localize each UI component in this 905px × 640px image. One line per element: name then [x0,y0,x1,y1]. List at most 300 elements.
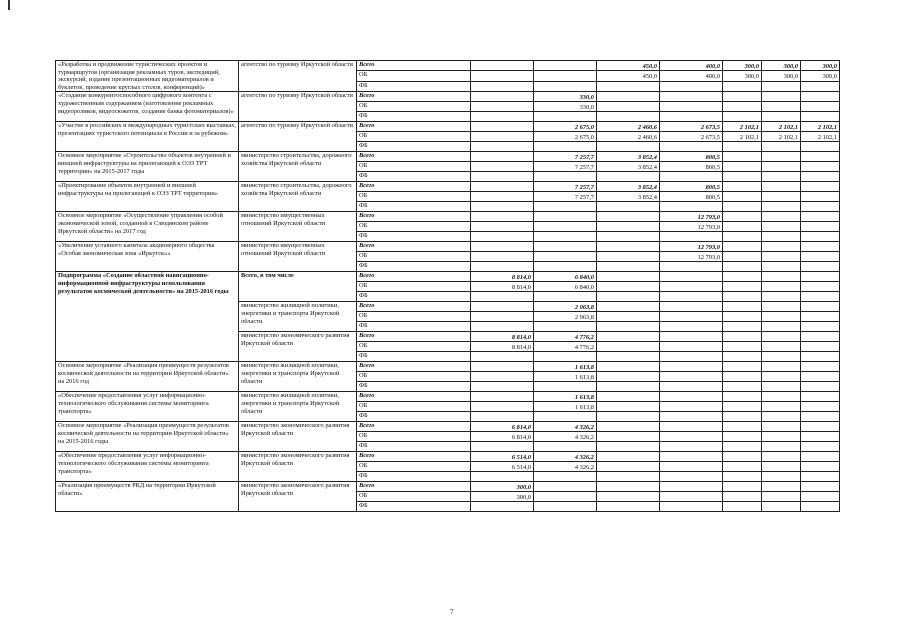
value-cell [762,412,801,422]
table-row [56,242,840,252]
value-cell: 800,5 [660,182,723,192]
value-cell [534,442,597,452]
value-cell: 8 814,0 [471,332,534,342]
value-cell [762,172,801,182]
value-cell [471,322,534,332]
executor-cell: агентство по туризму Иркутской области [239,122,357,152]
value-cell [723,272,762,282]
value-cell [597,442,660,452]
value-cell [801,282,840,292]
value-cell: 7 257,7 [534,152,597,162]
value-cell [471,362,534,372]
value-cell [801,232,840,242]
value-cell: 12 793,0 [660,252,723,262]
value-cell [801,492,840,502]
value-cell [660,272,723,282]
activity-name-cell: Основное мероприятие «Реализация преимуществ результатов космической деятельности на территории Иркутской области» на 2016 год [56,362,239,392]
value-cell [597,372,660,382]
table-row [56,272,840,282]
source-cell: ОБ [357,492,471,502]
value-cell [660,412,723,422]
value-cell [723,182,762,192]
value-cell: 4 326,2 [534,462,597,472]
value-cell [534,492,597,502]
value-cell [597,322,660,332]
source-cell: Всего [357,482,471,492]
value-cell: 300,0 [471,492,534,502]
value-cell [723,412,762,422]
value-cell [723,502,762,512]
value-cell [597,412,660,422]
value-cell [597,272,660,282]
value-cell [597,432,660,442]
value-cell [660,462,723,472]
value-cell [597,262,660,272]
source-cell: ОБ [357,222,471,232]
value-cell: 2 675,0 [534,122,597,132]
value-cell [801,312,840,322]
source-cell: ОБ [357,462,471,472]
executor-cell: министерство экономического развития Иркутской области [239,422,357,452]
source-cell: Всего [357,332,471,342]
value-cell: 300,0 [723,71,762,81]
table-row [56,212,840,222]
value-cell [723,472,762,482]
value-cell [723,442,762,452]
value-cell [723,212,762,222]
value-cell [534,222,597,232]
value-cell [723,152,762,162]
value-cell [660,432,723,442]
value-cell [801,272,840,282]
source-cell: ФБ [357,292,471,302]
value-cell: 400,0 [660,61,723,71]
value-cell [660,452,723,462]
value-cell [723,162,762,172]
value-cell [660,402,723,412]
value-cell [723,312,762,322]
value-cell [471,222,534,232]
value-cell: 2 063,8 [534,312,597,322]
value-cell [762,272,801,282]
value-cell: 1 613,8 [534,402,597,412]
value-cell: 300,0 [762,61,801,71]
value-cell: 6 514,0 [471,452,534,462]
value-cell [660,262,723,272]
value-cell [723,422,762,432]
value-cell [471,402,534,412]
table-row [56,422,840,432]
source-cell: ФБ [357,172,471,182]
value-cell [471,182,534,192]
value-cell [801,172,840,182]
value-cell [534,472,597,482]
value-cell [660,92,723,102]
table-row [56,482,840,492]
executor-cell: министерство строительства, дорожного хозяйства Иркутской области [239,182,357,212]
value-cell: 2 673,5 [660,122,723,132]
value-cell [597,242,660,252]
executor-cell: министерство жилищной политики, энергетики и транспорта Иркутской области [239,302,357,332]
value-cell: 4 776,2 [534,332,597,342]
value-cell [723,432,762,442]
source-cell: Всего [357,302,471,312]
value-cell: 4 326,2 [534,422,597,432]
scan-mark [8,0,10,10]
value-cell [801,432,840,442]
source-cell: ОБ [357,402,471,412]
value-cell [762,462,801,472]
value-cell [471,442,534,452]
value-cell [723,202,762,212]
value-cell [534,322,597,332]
value-cell [660,81,723,91]
value-cell [723,402,762,412]
value-cell [762,482,801,492]
value-cell [801,402,840,412]
table-row [56,61,840,71]
value-cell [762,332,801,342]
source-cell: ФБ [357,322,471,332]
table-row [56,152,840,162]
value-cell [660,362,723,372]
value-cell: 2 673,5 [660,132,723,142]
value-cell [597,492,660,502]
value-cell [597,452,660,462]
activity-name-cell: Основное мероприятие «Осуществление управления особой экономической зоной, созданной в Слюдянском районе Иркутской области» на 2017 год [56,212,239,242]
activity-name-cell: «Разработка и продвижение туристических проектов и турмаршрутов (организация рекламных туров, экспедиций, экскурсий, издание презентационных видеоматериалов и буклетов, проведение круглых столов, конференций)» [56,61,239,92]
value-cell [471,202,534,212]
source-cell: Всего [357,122,471,132]
value-cell [471,122,534,132]
executor-cell: министерство строительства, дорожного хозяйства Иркутской области [239,152,357,182]
value-cell [597,112,660,122]
value-cell [471,192,534,202]
value-cell [723,332,762,342]
table-body [56,61,840,512]
value-cell [762,212,801,222]
value-cell [801,262,840,272]
value-cell [762,382,801,392]
value-cell [762,182,801,192]
value-cell [801,392,840,402]
value-cell [660,422,723,432]
value-cell: 400,0 [660,71,723,81]
value-cell [597,81,660,91]
value-cell [660,302,723,312]
value-cell: 2 102,1 [801,122,840,132]
value-cell [801,372,840,382]
value-cell [723,482,762,492]
value-cell [762,472,801,482]
value-cell [762,452,801,462]
value-cell [471,352,534,362]
value-cell [723,222,762,232]
source-cell: Всего [357,242,471,252]
value-cell [534,172,597,182]
value-cell [762,322,801,332]
table-row [56,392,840,402]
value-cell [723,302,762,312]
budget-table [55,60,840,512]
value-cell: 6 814,0 [471,432,534,442]
value-cell [801,412,840,422]
value-cell [660,312,723,322]
value-cell [534,81,597,91]
source-cell: ОБ [357,162,471,172]
value-cell [660,372,723,382]
value-cell [534,502,597,512]
value-cell [597,392,660,402]
source-cell: ФБ [357,112,471,122]
value-cell [723,242,762,252]
source-cell: ОБ [357,432,471,442]
value-cell [801,422,840,432]
source-cell: Всего [357,152,471,162]
value-cell [723,81,762,91]
value-cell [660,492,723,502]
value-cell [471,92,534,102]
source-cell: ФБ [357,382,471,392]
value-cell [801,102,840,112]
value-cell: 330,0 [534,102,597,112]
value-cell [762,402,801,412]
value-cell [801,152,840,162]
value-cell [660,502,723,512]
value-cell [534,482,597,492]
executor-cell: министерство имущественных отношений Иркутской области [239,242,357,272]
value-cell [471,372,534,382]
value-cell [597,142,660,152]
value-cell [597,352,660,362]
source-cell: ФБ [357,502,471,512]
value-cell: 7 257,7 [534,182,597,192]
value-cell [801,502,840,512]
source-cell: ФБ [357,142,471,152]
source-cell: ОБ [357,372,471,382]
value-cell: 6 840,0 [534,272,597,282]
value-cell [471,172,534,182]
value-cell [471,102,534,112]
value-cell [660,442,723,452]
activity-name-cell: «Создание конкурентоспособного цифрового контента с художественным содержанием (изготовление рекламных видеороликов, видеосюжетов, создание банка фотоматериалов)» [56,92,239,122]
executor-cell: министерство экономического развития Иркутской области [239,482,357,512]
value-cell [723,92,762,102]
value-cell [723,142,762,152]
source-cell: ОБ [357,192,471,202]
value-cell [801,212,840,222]
value-cell: 2 102,1 [723,132,762,142]
value-cell [534,212,597,222]
value-cell [762,422,801,432]
value-cell [762,432,801,442]
value-cell [801,322,840,332]
executor-cell: министерство имущественных отношений Иркутской области [239,212,357,242]
value-cell [723,342,762,352]
value-cell [762,282,801,292]
value-cell [801,352,840,362]
value-cell: 2 460,6 [597,132,660,142]
value-cell: 300,0 [723,61,762,71]
value-cell [597,342,660,352]
value-cell [597,222,660,232]
value-cell [723,232,762,242]
value-cell: 1 613,8 [534,392,597,402]
value-cell [597,362,660,372]
value-cell [723,362,762,372]
value-cell [723,322,762,332]
value-cell [471,382,534,392]
value-cell [801,81,840,91]
value-cell [660,482,723,492]
value-cell [723,372,762,382]
value-cell [762,292,801,302]
executor-cell: министерство жилищной политики, энергетики и транспорта Иркутской области [239,392,357,422]
value-cell [534,232,597,242]
value-cell [762,152,801,162]
source-cell: ОБ [357,342,471,352]
value-cell [660,322,723,332]
value-cell [723,192,762,202]
value-cell [534,61,597,71]
source-cell: ОБ [357,252,471,262]
value-cell: 1 613,8 [534,372,597,382]
value-cell [534,262,597,272]
value-cell [471,232,534,242]
value-cell [762,492,801,502]
value-cell [660,392,723,402]
value-cell [762,202,801,212]
value-cell [762,112,801,122]
value-cell: 2 102,1 [723,122,762,132]
value-cell [471,252,534,262]
activity-name-cell: «Увеличение уставного капитала акционерного общества «Особая экономическая зона «Иркутск»» [56,242,239,272]
value-cell [660,232,723,242]
value-cell [723,282,762,292]
value-cell [801,382,840,392]
value-cell [597,422,660,432]
value-cell [762,222,801,232]
value-cell [471,412,534,422]
value-cell: 300,0 [801,61,840,71]
value-cell: 800,5 [660,152,723,162]
value-cell: 7 257,7 [534,162,597,172]
value-cell: 6 814,0 [471,422,534,432]
source-cell: ФБ [357,442,471,452]
value-cell [660,382,723,392]
source-cell: Всего [357,362,471,372]
value-cell [597,472,660,482]
source-cell: Всего [357,392,471,402]
value-cell: 2 460,6 [597,122,660,132]
value-cell: 7 257,7 [534,192,597,202]
source-cell: ОБ [357,312,471,322]
value-cell [471,242,534,252]
value-cell [660,202,723,212]
value-cell [762,312,801,322]
value-cell [660,172,723,182]
value-cell [534,71,597,81]
value-cell [762,342,801,352]
activity-name-cell: «Обеспечение предоставления услуг информационно-технологического обслуживания системы мониторинга транспорта» [56,452,239,482]
value-cell [597,282,660,292]
value-cell: 300,0 [471,482,534,492]
value-cell [597,212,660,222]
value-cell [471,81,534,91]
value-cell [471,71,534,81]
value-cell [762,232,801,242]
value-cell [534,252,597,262]
value-cell [723,352,762,362]
value-cell [762,362,801,372]
value-cell: 2 675,0 [534,132,597,142]
value-cell [597,502,660,512]
value-cell [471,142,534,152]
value-cell [597,462,660,472]
value-cell [801,112,840,122]
value-cell [597,202,660,212]
value-cell [660,142,723,152]
source-cell: ОБ [357,71,471,81]
value-cell [762,81,801,91]
value-cell [471,292,534,302]
value-cell [597,292,660,302]
table-row [56,92,840,102]
source-cell: ФБ [357,202,471,212]
source-cell: Всего [357,422,471,432]
value-cell [801,292,840,302]
value-cell [471,152,534,162]
value-cell [801,442,840,452]
value-cell: 300,0 [801,71,840,81]
value-cell [801,182,840,192]
value-cell [723,262,762,272]
source-cell: Всего [357,212,471,222]
value-cell: 3 852,4 [597,162,660,172]
value-cell: 12 793,0 [660,212,723,222]
activity-name-cell: «Реализация преимуществ РКД на территории Иркутской области» [56,482,239,512]
table-row [56,452,840,462]
activity-name-cell: «Обеспечение предоставления услуг информационно-технологического обслуживания системы мониторинга транспорта» [56,392,239,422]
value-cell: 3 852,4 [597,152,660,162]
value-cell [723,492,762,502]
value-cell [801,452,840,462]
value-cell [660,102,723,112]
value-cell [801,192,840,202]
value-cell: 12 793,0 [660,222,723,232]
value-cell [597,172,660,182]
value-cell [723,112,762,122]
value-cell [471,61,534,71]
value-cell [762,262,801,272]
value-cell: 8 814,0 [471,272,534,282]
value-cell [801,462,840,472]
value-cell: 2 063,8 [534,302,597,312]
value-cell [801,252,840,262]
value-cell [534,352,597,362]
value-cell [762,502,801,512]
activity-name-cell: Основное мероприятие «Реализация преимуществ результатов космической деятельности на территории Иркутской области» на 2015-2016 годы [56,422,239,452]
value-cell: 6 514,0 [471,462,534,472]
value-cell [801,142,840,152]
value-cell [762,392,801,402]
value-cell [597,402,660,412]
value-cell: 4 326,2 [534,432,597,442]
value-cell: 8 814,0 [471,282,534,292]
value-cell: 4 326,2 [534,452,597,462]
value-cell [660,112,723,122]
value-cell [723,172,762,182]
